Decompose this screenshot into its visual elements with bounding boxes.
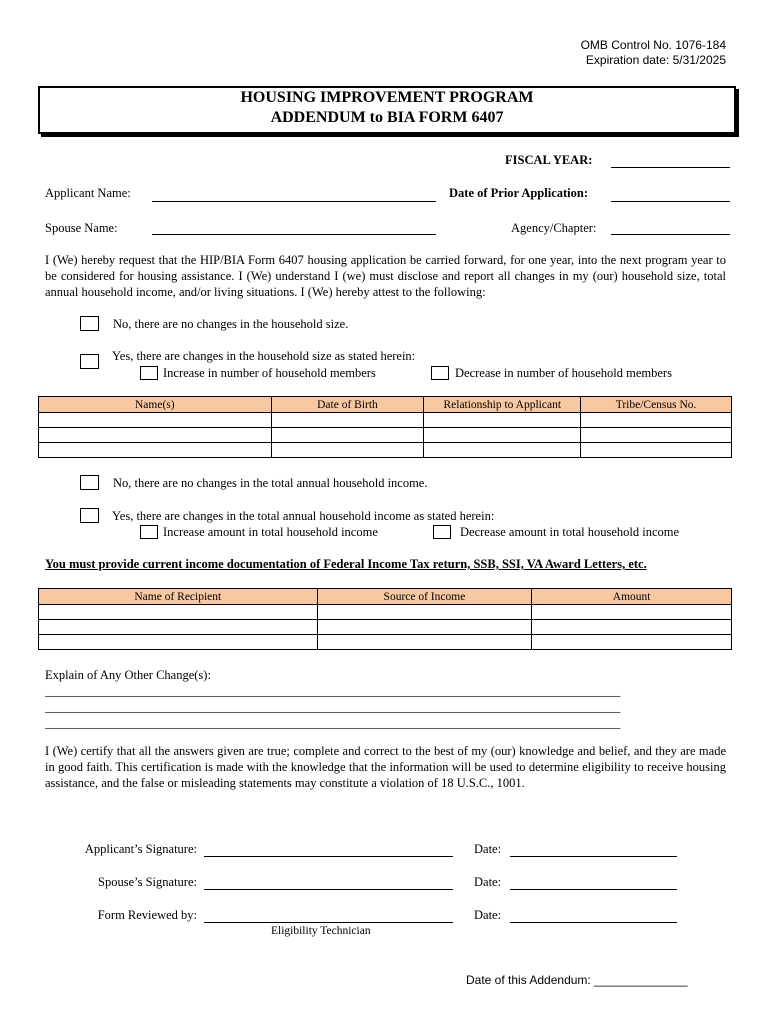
reviewed-date-label: Date: <box>474 908 502 922</box>
table-cell[interactable] <box>532 620 732 635</box>
agency-chapter-field[interactable] <box>611 234 730 235</box>
yes-household-change-checkbox[interactable] <box>80 354 99 369</box>
table-cell[interactable] <box>39 413 272 428</box>
applicant-signature-label: Applicant’s Signature: <box>84 842 197 856</box>
omb-control-number: OMB Control No. 1076-184 <box>580 38 726 52</box>
no-household-change-label: No, there are no changes in the household size. <box>113 317 349 331</box>
spouse-signature-field[interactable] <box>204 889 453 890</box>
yes-income-change-checkbox[interactable] <box>80 508 99 523</box>
reviewed-by-field[interactable] <box>204 922 453 923</box>
spouse-date-label: Date: <box>474 875 502 889</box>
table-cell[interactable] <box>424 428 581 443</box>
fiscal-year-label: FISCAL YEAR: <box>505 153 593 167</box>
column-header: Tribe/Census No. <box>581 397 732 413</box>
date-of-addendum[interactable]: Date of this Addendum: ______________ <box>466 973 688 987</box>
table-header-row <box>39 589 732 605</box>
yes-household-change-label: Yes, there are changes in the household size as stated herein: <box>112 349 416 363</box>
column-header: Source of Income <box>317 589 532 605</box>
table-cell[interactable] <box>424 443 581 458</box>
increase-income-checkbox[interactable] <box>140 525 158 539</box>
expiration-date: Expiration date: 5/31/2025 <box>585 53 726 67</box>
omb-block <box>581 38 726 68</box>
title-line-1: HOUSING IMPROVEMENT PROGRAM <box>240 89 534 106</box>
decrease-income-checkbox[interactable] <box>433 525 451 539</box>
table-row <box>39 413 732 428</box>
table-row <box>39 605 732 620</box>
title-box <box>38 86 736 134</box>
no-income-change-label: No, there are no changes in the total annual household income. <box>113 476 428 490</box>
table-cell[interactable] <box>317 605 532 620</box>
decrease-members-label: Decrease in number of household members <box>455 366 672 380</box>
column-header: Name(s) <box>39 397 272 413</box>
date-prior-application-label: Date of Prior Application: <box>449 186 588 200</box>
applicant-signature-field[interactable] <box>204 856 453 857</box>
no-household-change-checkbox[interactable] <box>80 316 99 331</box>
table-cell[interactable] <box>424 413 581 428</box>
reviewed-by-label: Form Reviewed by: <box>97 908 197 922</box>
other-changes-line-3[interactable]: ____________________________________________________________________________________________________ <box>45 716 620 730</box>
decrease-members-checkbox[interactable] <box>431 366 449 380</box>
intro-paragraph: I (We) hereby request that the HIP/BIA Form 6407 housing application be carried forward, for one year, into the next program year to be considered for housing assistance. I (We) understand I (we) must disclose and report all changes in my (our) household size, total annual household income, and/or living situations. I (We) hereby attest to the following: <box>45 253 726 299</box>
eligibility-technician-caption: Eligibility Technician <box>271 925 371 937</box>
table-cell[interactable] <box>317 635 532 650</box>
income-documentation-notice: You must provide current income documentation of Federal Income Tax return, SSB, SSI, VA Award Letters, etc. <box>45 557 647 571</box>
fiscal-year-field[interactable] <box>611 167 730 168</box>
no-income-change-checkbox[interactable] <box>80 475 99 490</box>
spouse-signature-label: Spouse’s Signature: <box>98 875 197 889</box>
table-cell[interactable] <box>271 428 424 443</box>
table-cell[interactable] <box>581 443 732 458</box>
household-members-table <box>38 396 732 458</box>
table-header-row <box>39 397 732 413</box>
table-cell[interactable] <box>39 428 272 443</box>
applicant-date-label: Date: <box>474 842 502 856</box>
date-prior-application-field[interactable] <box>611 201 730 202</box>
other-changes-line-1[interactable]: ____________________________________________________________________________________________________ <box>45 684 620 698</box>
column-header: Amount <box>532 589 732 605</box>
table-cell[interactable] <box>271 443 424 458</box>
table-cell[interactable] <box>39 620 318 635</box>
spouse-date-field[interactable] <box>510 889 677 890</box>
table-cell[interactable] <box>39 605 318 620</box>
other-changes-line-2[interactable]: ____________________________________________________________________________________________________ <box>45 700 620 714</box>
table-cell[interactable] <box>39 443 272 458</box>
table-cell[interactable] <box>532 635 732 650</box>
agency-chapter-label: Agency/Chapter: <box>511 221 597 235</box>
table-cell[interactable] <box>39 635 318 650</box>
spouse-name-label: Spouse Name: <box>45 221 118 235</box>
table-cell[interactable] <box>581 428 732 443</box>
increase-income-label: Increase amount in total household income <box>163 525 378 539</box>
applicant-date-field[interactable] <box>510 856 677 857</box>
certification-paragraph: I (We) certify that all the answers given are true; complete and correct to the best of my (our) knowledge and belief, and they are made in good faith. This certification is made with the knowledge that the information will be used to determine eligibility to receive housing assistance, and the false or misleading statements may constitute a violation of 18 U.S.C., 1001. <box>45 744 726 790</box>
table-row <box>39 428 732 443</box>
other-changes-label: Explain of Any Other Change(s): <box>45 668 211 682</box>
table-cell[interactable] <box>271 413 424 428</box>
column-header: Date of Birth <box>271 397 424 413</box>
table-cell[interactable] <box>532 605 732 620</box>
column-header: Name of Recipient <box>39 589 318 605</box>
applicant-name-label: Applicant Name: <box>45 186 131 200</box>
table-cell[interactable] <box>581 413 732 428</box>
increase-members-checkbox[interactable] <box>140 366 158 380</box>
decrease-income-label: Decrease amount in total household income <box>460 525 680 539</box>
table-row <box>39 620 732 635</box>
applicant-name-field[interactable] <box>152 201 436 202</box>
reviewed-date-field[interactable] <box>510 922 677 923</box>
table-row <box>39 443 732 458</box>
spouse-name-field[interactable] <box>152 234 436 235</box>
increase-members-label: Increase in number of household members <box>163 366 376 380</box>
column-header: Relationship to Applicant <box>424 397 581 413</box>
table-cell[interactable] <box>317 620 532 635</box>
title-line-2: ADDENDUM to BIA FORM 6407 <box>270 109 504 126</box>
yes-income-change-label: Yes, there are changes in the total annual household income as stated herein: <box>112 509 495 523</box>
table-row <box>39 635 732 650</box>
income-table <box>38 588 732 650</box>
